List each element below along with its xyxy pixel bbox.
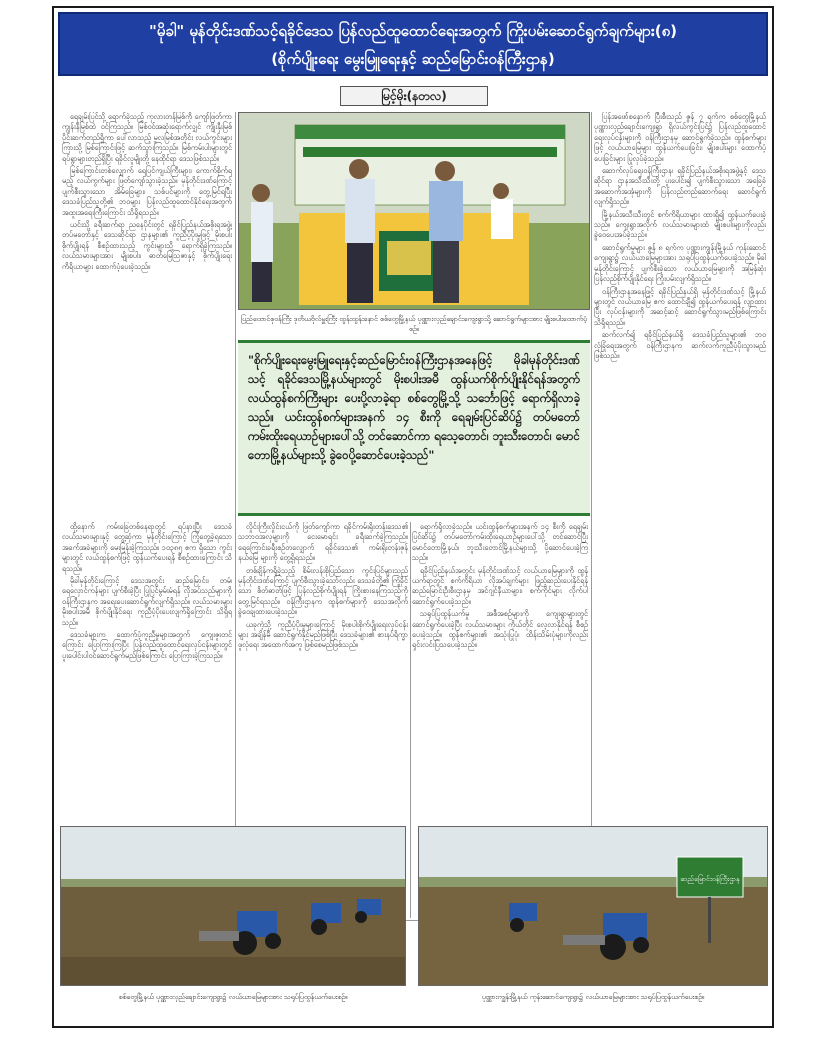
- paragraph: မိုခါမုန်တိုင်းကြောင့် ဒေသအတွင်း ဆည်မြောင်း၊ တမံ၊ ရေလှောင်ကန်များ ပျက်စီးခဲ့ပြီး ပြုပြင်မွမ်းမံရန် လိုအပ်သည်များကို ဝန်ကြီးဌာနက အရေးပေးဆောင်ရွက်လျက်ရှိသည်။ လယ်သမားများ မိုးစပါးအမီ စိုက်ပျိုးနိုင်ရေး ကူညီပံ့ပိုးပေးလျက်ရှိကြောင်း သိရှိရသည်။: [62, 576, 232, 627]
- paragraph: ယင်းသို့ ခရီးဆက်ရာ ညနေပိုင်းတွင် ရခိုင်ပြည်နယ်အစိုးရအဖွဲ့၊ တပ်မတော်နှင့် ဒေသဆိုင်ရာ ဌာနများ၏ ကူညီပံ့ပိုးမှုဖြင့် မိုးစပါးစိုက်ပျိုးရန် စီစဉ်ထားသည့် ကွင်းများသို့ ရောက်ရှိခဲ့ကြသည်။ လယ်သမားများအား မျိုးစပါး၊ ဓာတ်မြေဩဇာနှင့် စိုက်ပျိုးရေးကိရိယာများ ထောက်ပံ့ပေးခဲ့သည်။: [62, 220, 232, 271]
- paragraph: ယခုကဲ့သို့ ကူညီပံ့ပိုးမှုများကြောင့် မိုးစပါးစိုက်ပျိုးရေးလုပ်ငန်းများ အချိန်မီ ဆောင်ရွက်နိုင်မည်ဖြစ်ပြီး ဒေသခံများ၏ စားနပ်ရိက္ခာဖူလုံရေး အထောက်အကူ ဖြစ်စေမည်ဖြစ်သည်။: [238, 619, 408, 650]
- tractor-photo-right: [418, 826, 768, 986]
- headline-banner: [58, 12, 768, 76]
- ceremony-photo: [238, 112, 590, 310]
- byline: မြင့်မိုး(နတလ): [340, 86, 488, 106]
- article-column-e: [594, 112, 766, 918]
- pull-quote: "စိုက်ပျိုးရေးမွေးမြူရေးနှင့်ဆည်မြောင်းဝန်ကြီးဌာနအနေဖြင့် မိုခါမုန်တိုင်းဒဏ်သင့် ရခိုင်ဒေသမြို့နယ်များတွင် မိုးစပါးအမီ ထွန်ယက်စိုက်ပျိုးနိုင်ရန်အတွက် လယ်ထွန်စက်ကြီးများ ပေးပို့လာခဲ့ရာ စစ်တွေမြို့သို့ သင်္ဘောဖြင့် ရောက်ရှိလာခဲ့သည်။ ယင်းထွန်စက်များအနက် ၁၄ စီးကို ရေချမ်းပြင်ဆိပ်၌ တပ်မတော်ကမ်းထိုးရေယာဉ်များပေါ်သို့ တင်ဆောင်ကာ ရသေ့တောင်၊ ဘူးသီးတောင်၊ မောင်တောမြို့နယ်များသို့ ခွဲဝေပို့ဆောင်ပေးခဲ့သည်": [238, 340, 590, 516]
- headline-subtitle: (စိုက်ပျိုးရေး မွေးမြူရေးနှင့် ဆည်မြောင်းဝန်ကြီးဌာန): [271, 50, 555, 68]
- tractor-photo-right-illustration: [419, 827, 768, 986]
- paragraph: ဝန်ကြီးဌာနအနေဖြင့် ရခိုင်ပြည်နယ်ရှိ မုန်တိုင်းဒဏ်သင့် မြို့နယ်များတွင် လယ်ယာမြေ ဧက ထောင်ချီ၍ ထွန်ယက်ပေးရန် လျာထားပြီး လုပ်ငန်းများကို အဆင့်ဆင့် ဆောင်ရွက်သွားမည်ဖြစ်ကြောင်း သိရှိရသည်။: [594, 286, 766, 327]
- tractor-photo-left: [60, 826, 406, 986]
- paragraph: မြို့နယ်အသီးသီးတွင် စက်ကိရိယာများ ထားရှိ၍ ထွန်ယက်ပေးခဲ့သည်။ ကျေးရွာအလိုက် လယ်သမားများထံ မျိုးစပါးများကိုလည်း ခွဲဝေပေးအပ်ခဲ့သည်။: [594, 209, 766, 240]
- paragraph: ဒေသခံများက ထောက်ပံ့ကူညီမှုများအတွက် ကျေးဇူးတင်ကြောင်း ပြောကြားကြပြီး ပြန်လည်ထူထောင်ရေးလုပ်ငန်းများတွင် ပူးပေါင်းပါဝင်ဆောင်ရွက်မည်ဖြစ်ကြောင်း ပြောကြားခဲ့ကြသည်။: [62, 630, 232, 660]
- paragraph: ရောက်ရှိလာခဲ့သည်။ ယင်းထွန်စက်များအနက် ၁၄ စီးကို ရေချမ်းပြင်ဆိပ်၌ တပ်မတော်ကမ်းထိုးရေယာဉ်များပေါ်သို့ တင်ဆောင်ပြီး မောင်တောမြို့နယ်၊ ဘူးသီးတောင်မြို့နယ်များသို့ ပို့ဆောင်ပေးခဲ့ကြသည်။: [412, 522, 588, 563]
- column-divider: [591, 112, 592, 918]
- paragraph: ဆောက်လုပ်ရေးဝန်ကြီးဌာန၊ ရခိုင်ပြည်နယ်အစိုးရအဖွဲ့နှင့် ဒေသဆိုင်ရာ ဌာနအသီးသီးတို့ ပူးပေါင်း၍ ပျက်စီးသွားသော အခြေခံအဆောက်အအုံများကို ပြန်လည်တည်ဆောက်ရေး ဆောင်ရွက်လျက်ရှိသည်။: [594, 166, 766, 207]
- paragraph: တစ်ချိန်ကရှိခဲ့သည့် စိမ်းလန်းစိုပြည်သော ကွင်းပြင်များသည် မုန်တိုင်းဒဏ်ကြောင့် ပျက်စီးသွားခဲ့သော်လည်း ဒေသခံတို့၏ ကြံ့ခိုင်သော စိတ်ဓာတ်ဖြင့် ပြန်လည်စိုက်ပျိုးရန် ကြိုးစားနေကြသည်ကို တွေ့မြင်ရသည်။ ဝန်ကြီးဌာနက ထွန်စက်များကို ဒေသအလိုက် ခွဲဝေချထားပေးခဲ့သည်။: [238, 565, 408, 617]
- paragraph: ပြန်အဖော်စနောက် ပြီးစီးသည် ဇွန် ၇ ရက်က စစ်တွေမြို့နယ် ပုဏ္ဏားလှည်ချောင်းကျေးရွာ ရှိလယ်ကွင်းပြင်၌ ပြန်လည်ထူထောင်ရေးလုပ်ငန်းများကို ဝန်ကြီးဌာနမှ ဆောင်ရွက်ခဲ့သည်။ ထွန်စက်များဖြင့် လယ်ယာမြေများ ထွန်ယက်ပေးခြင်း၊ မျိုးစပါးများ ထောက်ပံ့ပေးခြင်းများ ပြုလုပ်ခဲ့သည်။: [594, 112, 766, 163]
- tractor-photo-left-illustration: [61, 827, 406, 986]
- ceremony-photo-caption: ပြည်ထောင်စုဝန်ကြီး ဒုတိယဗိုလ်မှူးကြီး ထွန်းထွန်းနောင် စစ်တွေမြို့နယ် ပုဏ္ဏားလှည်ချောင်းကျေးရွာသို့ ဆောင်ရွက်များအား မျိုးစပါးထောက်ပံ့စဉ်။: [240, 315, 588, 333]
- tractor-photo-right-caption: ပုဏ္ဏားကျွန်းမြို့နယ် ကုန်းဆောင်ကျေးရွာ၌ လယ်ယာမြေများအား သရုပ်ပြထွန်ယက်ပေးစဉ်။: [481, 993, 705, 1001]
- paragraph: ရခိုင်ပြည်နယ်အတွင်း မုန်တိုင်းဒဏ်သင့် လယ်ယာမြေများကို ထွန်ယက်ရာတွင် စက်ကိရိယာ လိုအပ်ချက်များ ဖြည့်ဆည်းပေးနိုင်ရန် ဆည်မြောင်းဦးစီးဌာနမှ အင်ဂျင်နီယာများ၊ စက်ကိုင်များ လိုက်ပါဆောင်ရွက်ပေးခဲ့သည်။: [412, 565, 588, 606]
- paragraph: ဆက်လက်၍ ရခိုင်ပြည်နယ်ရှိ ဒေသခံပြည်သူများ၏ ဘဝလုံခြုံရေးအတွက် ဝန်ကြီးဌာနက ဆက်လက်ကူညီပံ့ပိုးသွားမည် ဖြစ်သည်။: [594, 330, 766, 360]
- paragraph: ဆောင်ရွက်မှုများ ဇွန် ၈ ရက်က ပုဏ္ဏားကျွန်းမြို့နယ် ကုန်းဆောင်ကျေးရွာ၌ လယ်ယာမြေများအား သရုပ်ပြထွန်ယက်ပေးခဲ့သည်။ မိုခါမုန်တိုင်းကြောင့် ပျက်စီးခဲ့သော လယ်ယာမြေများကို အမြန်ဆုံး ပြန်လည်စိုက်ပျိုးနိုင်ရေး ကြိုးပမ်းလျက်ရှိသည်။: [594, 242, 766, 284]
- field-sign: ဆည်မြောင်းဝန်ကြီးဌာန: [680, 875, 740, 883]
- headline-title: "မိုခါ" မုန်တိုင်းဒဏ်သင့်ရခိုင်ဒေသ ပြန်လည်ထူထောင်ရေးအတွက် ကြိုးပမ်းဆောင်ရွက်ချက်များ(၈): [148, 22, 678, 40]
- paragraph: လှိုင်းကြီးလှိုင်းငယ်ကို ဖြတ်ကျော်ကာ ရခိုင်ကမ်းရိုးတန်းဒေသ၏ သဘာဝအလှများကို ငေးမောရင်း ခရီးဆက်ခဲ့ကြသည်။ ရေကြောင်းခရီးစဉ်တလျှောက် ရခိုင်ဒေသ၏ ကမ်းရိုးတန်းဇုန်နယ်မြေ များကို တွေ့ရှိရသည်။: [238, 522, 408, 563]
- tractor-photo-left-caption: စစ်တွေမြို့နယ် ပုဏ္ဏားလှည်ချောင်းကျေးရွာ၌ လယ်ယာမြေများအား သရုပ်ပြထွန်ယက်ပေးစဉ်။: [118, 993, 348, 1001]
- column-divider: [235, 112, 236, 918]
- ceremony-photo-illustration: [239, 113, 590, 310]
- paragraph: သရုပ်ပြထွန်ယက်မှု အစီအစဉ်များကို ကျေးရွာများတွင် ဆောင်ရွက်ပေးခဲ့ပြီး လယ်သမားများ ကိုယ်တိုင် လေ့လာနိုင်ရန် စီစဉ်ပေးခဲ့သည်။ ထွန်စက်များ၏ အသုံးပြုပုံ၊ ထိန်းသိမ်းပုံများကိုလည်း ရှင်းလင်းပြသပေးခဲ့သည်။: [412, 609, 588, 650]
- paragraph: ရေချမ်းပြင်သို့ ရောက်ခဲ့သည့် ကုလားတန်မြစ်ကို ကျော်ဖြတ်ကာ ကျွန်းနီမြစ်ထဲ ဝင်ကြသည်။ မြစ်ဝဝ်အဆုံးရောက်လျှင် ကျိုးနှီးမြစ်ပိုင်းဆက်တည်ရှိကာ ပေါ်လာသည့် မူလမြစ်အတိုင်း လယ်ကွင်းများကြားသို့ မြစ်ကြောင်းဖြင့် ဆက်သွားကြသည်။ မြစ်ကမ်းပါးများတွင် ရပ်ရွာများတည်ရှိပြီး ရခိုင်လူမျိုးတို့ နေထိုင်ရာ ဒေသဖြစ်သည်။: [62, 112, 232, 163]
- column-divider: [410, 522, 411, 918]
- article-column-a: [62, 112, 232, 518]
- paragraph: ထို့နောက် ကမ်းခြေတစ်နေရာတွင် ရပ်နားပြီး ဒေသခံ လယ်သမားများနှင့် တွေ့ဆုံကာ မုန်တိုင်းကြောင့် ကြုံတွေ့ခဲ့ရသော အခက်အခဲများကို မေးမြန်းခဲ့ကြသည်။ ၁၀၃၈၅ ဧက ရှိသော ကွင်းများတွင် လယ်ထွန်စက်ဖြင့် ထွန်ယက်ပေးရန် စီစဉ်ထားကြောင်း သိရသည်။: [62, 522, 232, 573]
- paragraph: မြစ်ကြောင်းတစ်လျှောက် ရေပြင်ကျယ်ကြီးများ၊ ကောက်စိုက်ရမည့် လယ်ကွက်များ ဖြတ်ကျော်သွားခဲ့သည်။ မုန်တိုင်းဒဏ်ကြောင့် ပျက်စီးသွားသော အိမ်ခြေများ၊ သစ်ပင်များကို တွေ့မြင်ရပြီး ဒေသခံပြည်သူတို့၏ ဘဝများ ပြန်လည်ထူထောင်နိုင်ရေးအတွက် အထူးအရေးကြီးကြောင်း သိရှိရသည်။: [62, 166, 232, 217]
